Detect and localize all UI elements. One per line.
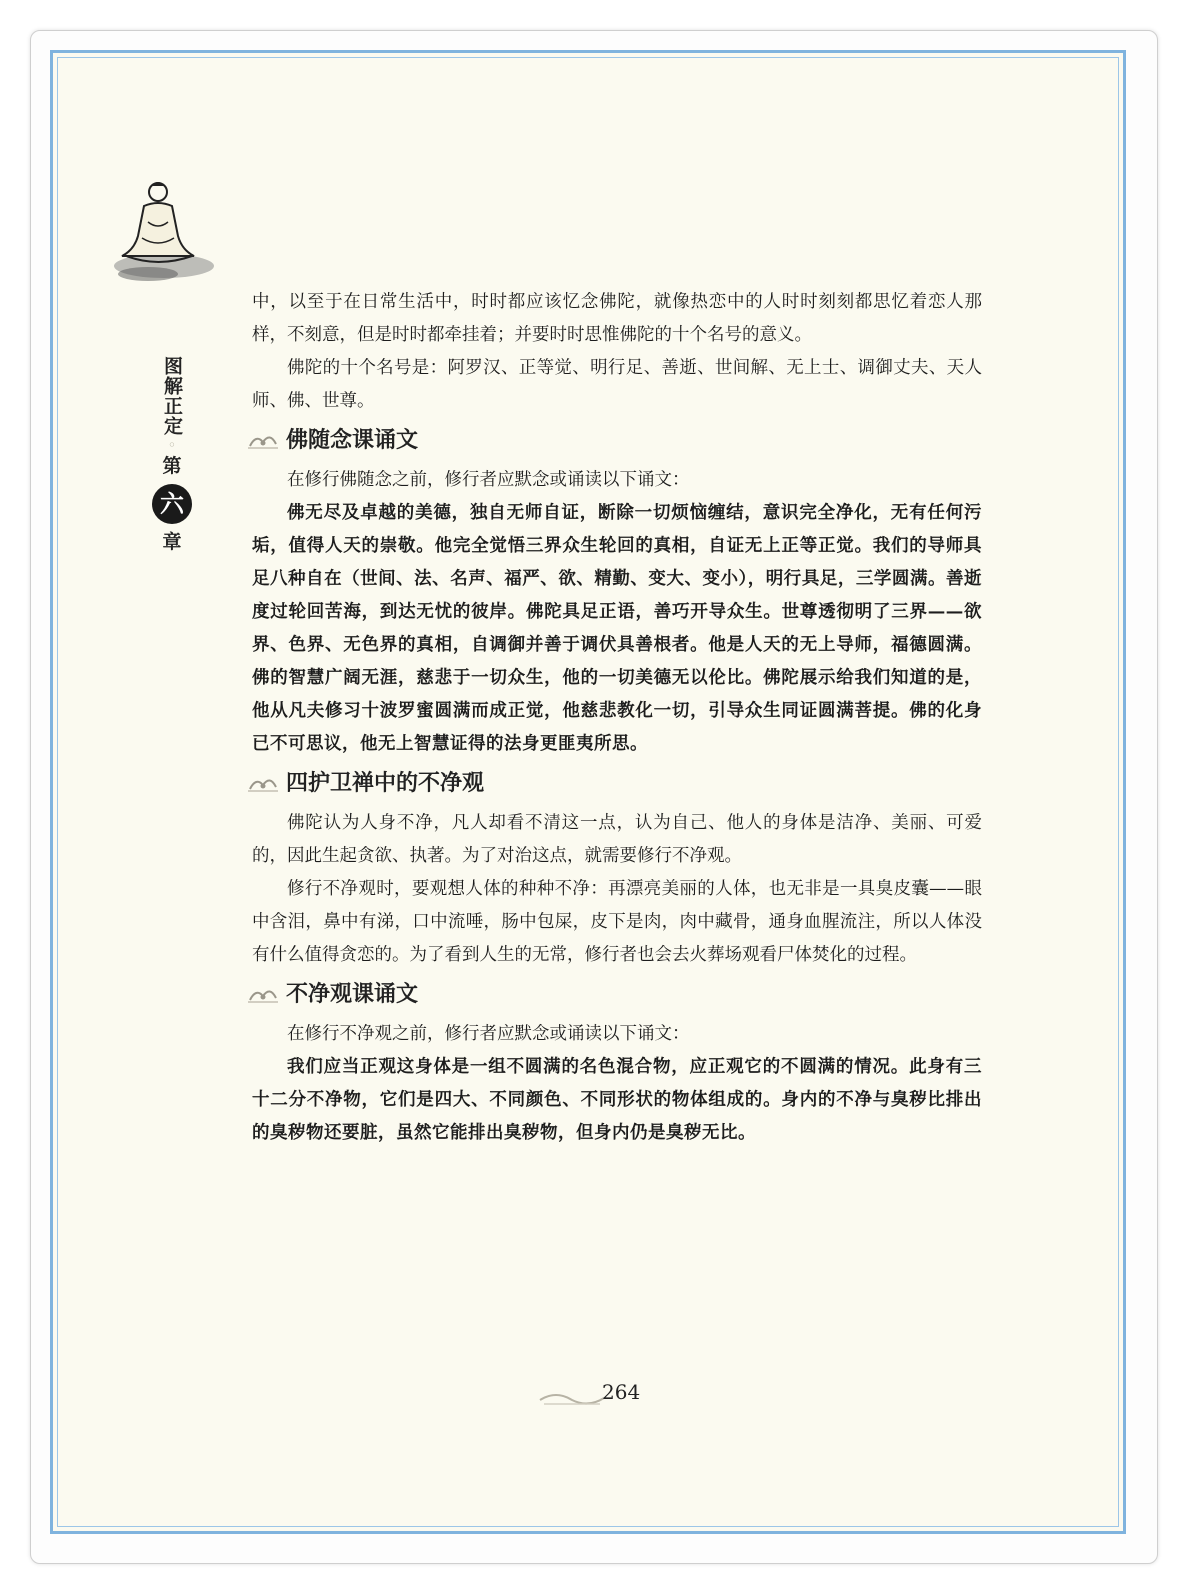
chant-text: 佛无尽及卓越的美德，独自无师自证，断除一切烦恼缠结，意识完全净化，无有任何污垢，值得人天的崇敬。他完全觉悟三界众生轮回的真相，自证无上正等正觉。我们的导师具足八种自在（世间、法、名声、福严、欲、精勤、变大、变小），明行具足，三学圆满。善逝度过轮回苦海，到达无忧的彼岸。佛陀具足正语，善巧开导众生。世尊透彻明了三界——欲界、色界、无色界的真相，自调御并善于调伏具善根者。他是人天的无上导师，福德圆满。佛的智慧广阔无涯，慈悲于一切众生，他的一切美德无以伦比。佛陀展示给我们知道的是，他从凡夫修习十波罗蜜圆满而成正觉，他慈悲教化一切，引导众生同证圆满菩提。佛的化身已不可思议，他无上智慧证得的法身更匪夷所思。 bbox=[252, 503, 982, 754]
section-title: 四护卫禅中的不净观 bbox=[286, 769, 485, 796]
lotus-ornament-icon bbox=[246, 771, 280, 795]
chapter-prefix: 第 bbox=[162, 455, 182, 477]
body-paragraph: 在修行不净观之前，修行者应默念或诵读以下诵文： bbox=[287, 1024, 690, 1044]
chapter-number-badge: 六 bbox=[152, 484, 192, 524]
section-title: 佛随念课诵文 bbox=[286, 426, 419, 453]
lotus-ornament-icon bbox=[246, 982, 280, 1006]
section-heading bbox=[246, 976, 982, 1012]
section-heading bbox=[246, 765, 982, 801]
section-title: 不净观课诵文 bbox=[286, 980, 419, 1007]
body-paragraph: 佛陀的十个名号是：阿罗汉、正等觉、明行足、善逝、世间解、无上士、调御丈夫、天人师、佛、世尊。 bbox=[252, 358, 982, 411]
page-number: 264 bbox=[602, 1380, 641, 1404]
section-heading bbox=[246, 422, 982, 458]
page-body bbox=[252, 286, 982, 1150]
buddha-illustration bbox=[108, 178, 216, 290]
body-paragraph: 佛陀认为人身不净，凡人却看不清这一点，认为自己、他人的身体是洁净、美丽、可爱的，因此生起贪欲、执著。为了对治这点，就需要修行不净观。 bbox=[252, 813, 982, 866]
chapter-suffix: 章 bbox=[162, 531, 182, 553]
body-paragraph: 修行不净观时，要观想人体的种种不净：再漂亮美丽的人体，也无非是一具臭皮囊——眼中含泪，鼻中有涕，口中流唾，肠中包屎，皮下是肉，肉中藏骨，通身血腥流注，所以人体没有什么值得贪恋的。为了看到人生的无常，修行者也会去火葬场观看尸体焚化的过程。 bbox=[252, 879, 982, 965]
lotus-ornament-icon bbox=[246, 428, 280, 452]
book-title-vertical: 图解正定 bbox=[161, 356, 183, 436]
title-divider: ◦ bbox=[168, 438, 176, 452]
page-footer bbox=[538, 1380, 658, 1410]
body-paragraph: 在修行佛随念之前，修行者应默念或诵读以下诵文： bbox=[287, 470, 690, 490]
page-number-ornament-icon bbox=[538, 1384, 608, 1414]
chant-text: 我们应当正观这身体是一组不圆满的名色混合物，应正观它的不圆满的情况。此身有三十二分不净物，它们是四大、不同颜色、不同形状的物体组成的。身内的不净与臭秽比排出的臭秽物还要脏，虽然它能排出臭秽物，但身内仍是臭秽无比。 bbox=[252, 1057, 982, 1143]
body-paragraph: 中，以至于在日常生活中，时时都应该忆念佛陀，就像热恋中的人时时刻刻都思忆着恋人那样，不刻意，但是时时都牵挂着；并要时时思惟佛陀的十个名号的意义。 bbox=[252, 292, 982, 345]
chapter-side-title bbox=[150, 356, 194, 554]
